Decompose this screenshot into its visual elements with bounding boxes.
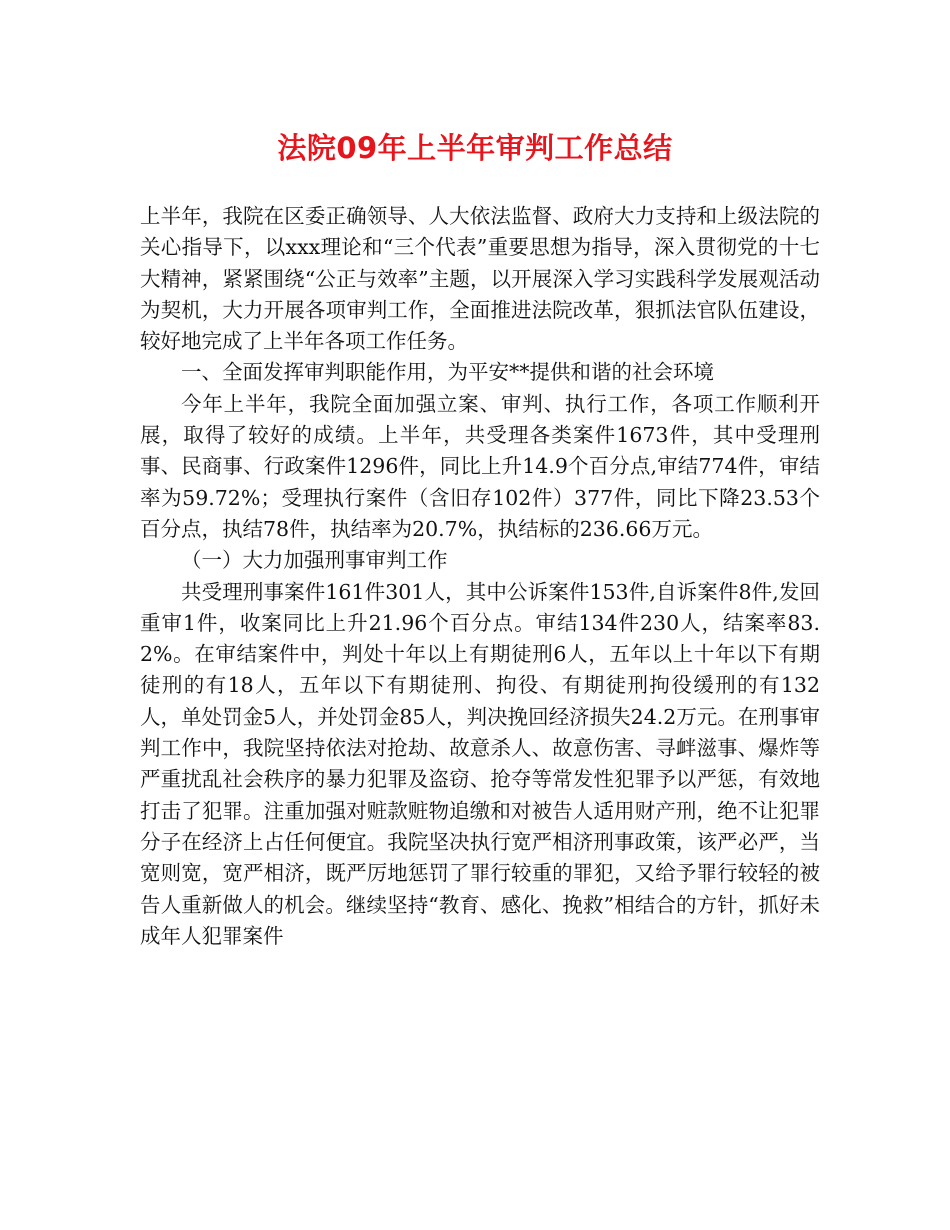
criminal-trial-paragraph: 共受理刑事案件161件301人，其中公诉案件153件,自诉案件8件,发回重审1件，收案同比上升21.96个百分点。审结134件230人，结案率83.2%。在审结案件中，判处十年以上有期徒刑6人，五年以上十年以下有期徒刑的有18人，五年以下有期徒刑、拘役、有期徒刑拘役缓刑的有132人，单处罚金5人，并处罚金85人，判决挽回经济损失24.2万元。在刑事审判工作中，我院坚持依法对抢劫、故意杀人、故意伤害、寻衅滋事、爆炸等严重扰乱社会秩序的暴力犯罪及盗窃、抢夺等常发性犯罪予以严惩，有效地打击了犯罪。注重加强对赃款赃物追缴和对被告人适用财产刑，绝不让犯罪分子在经济上占任何便宜。我院坚决执行宽严相济刑事政策，该严必严，当宽则宽，宽严相济，既严厉地惩罚了罪行较重的罪犯，又给予罪行较轻的被告人重新做人的机会。继续坚持“教育、感化、挽救”相结合的方针，抓好未成年人犯罪案件: [140, 579, 820, 948]
intro-paragraph: 上半年，我院在区委正确领导、人大依法监督、政府大力支持和上级法院的关心指导下，以xxx理论和“三个代表”重要思想为指导，深入贯彻党的十七大精神，紧紧围绕“公正与效率”主题，以开展深入学习实践科学发展观活动为契机，大力开展各项审判工作，全面推进法院改革，狠抓法官队伍建设，较好地完成了上半年各项工作任务。: [140, 204, 820, 354]
subsection-heading-1: （一）大力加强刑事审判工作: [181, 548, 448, 573]
document-title: 法院09年上半年审判工作总结: [277, 131, 673, 165]
document-body: [140, 201, 820, 952]
summary-paragraph: 今年上半年，我院全面加强立案、审判、执行工作，各项工作顺利开展，取得了较好的成绩。上半年，共受理各类案件1673件，其中受理刑事、民商事、行政案件1296件，同比上升14.9个百分点,审结774件，审结率为59.72%；受理执行案件（含旧存102件）377件，同比下降23.53个百分点，执结78件，执结率为20.7%，执结标的236.66万元。: [140, 391, 820, 541]
section-heading-1: 一、全面发挥审判职能作用，为平安**提供和谐的社会环境: [181, 360, 714, 385]
